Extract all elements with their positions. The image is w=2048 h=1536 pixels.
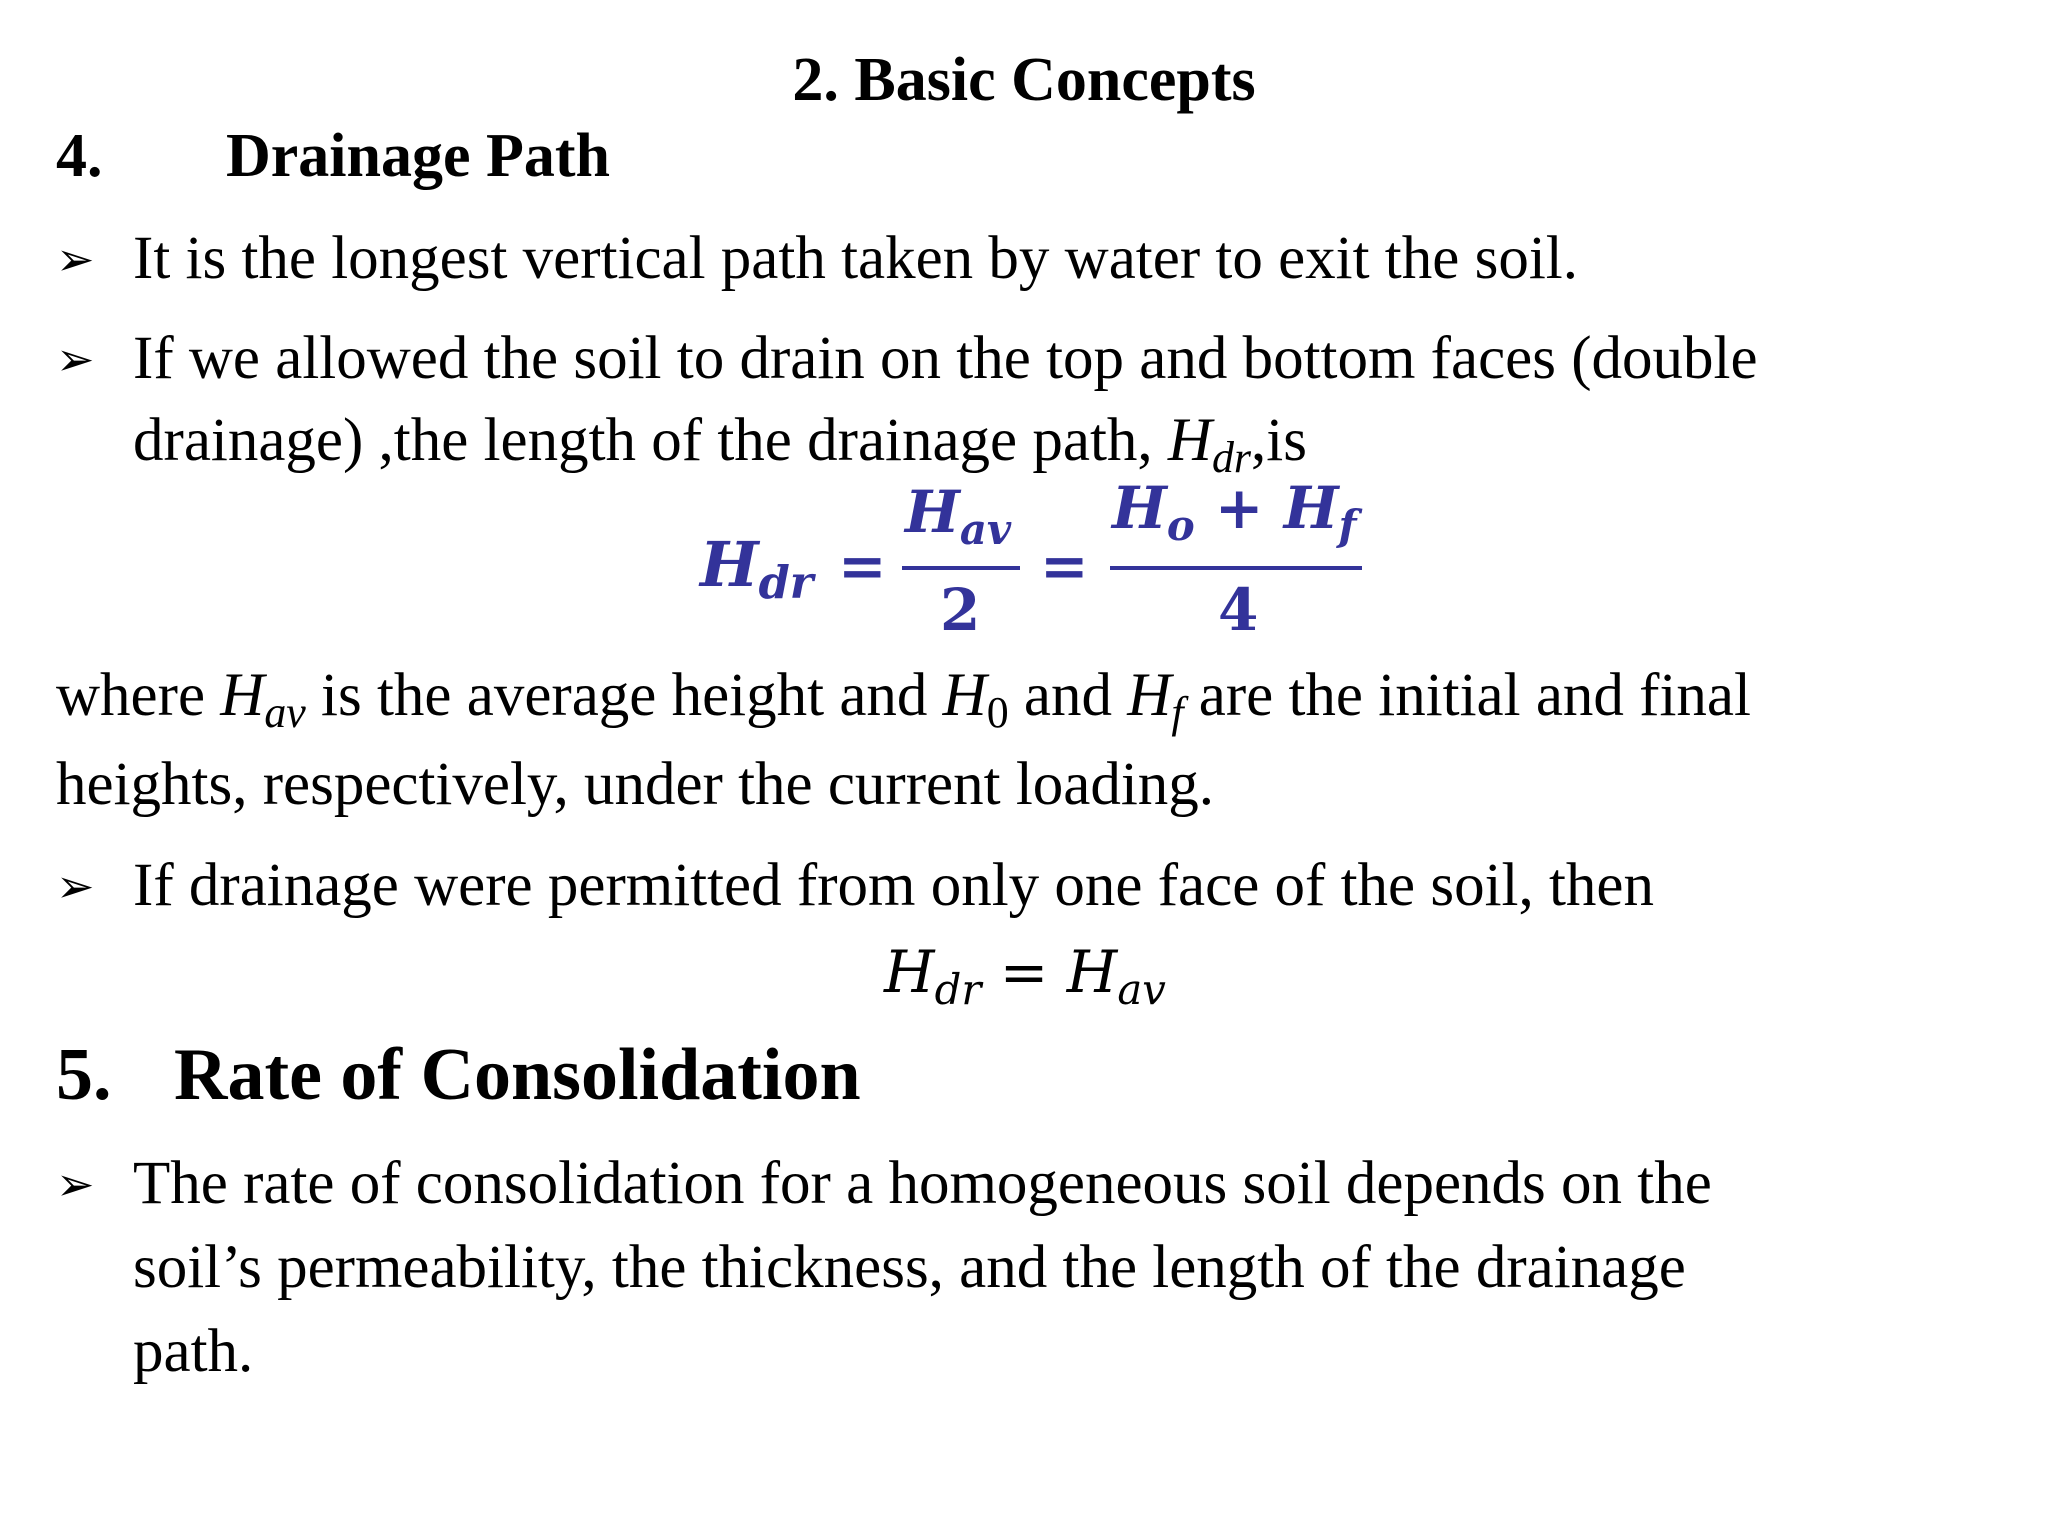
- math-subscript: o: [1166, 500, 1195, 550]
- math-symbol: H: [1112, 474, 1167, 542]
- math-symbol: H: [1283, 474, 1339, 542]
- eq-frac2-denominator: [1218, 576, 1258, 644]
- math-subscript: dr: [758, 556, 814, 610]
- math-operator: =: [838, 532, 887, 600]
- math-subscript: f: [1171, 688, 1184, 738]
- section-4-title: Drainage Path: [226, 122, 611, 190]
- bullet-rate-line-2: soil’s permeability, the thickness, and the length of the drainage: [133, 1234, 1686, 1301]
- eq-frac1-line: [902, 566, 1020, 570]
- math-symbol: H: [905, 478, 960, 546]
- section-5-number: 5.: [56, 1034, 112, 1116]
- math-operator: =: [999, 938, 1049, 1006]
- math-subscript: dr: [1211, 433, 1251, 483]
- text-segment: is the average height and: [305, 662, 943, 729]
- math-symbol: H: [1167, 407, 1212, 474]
- eq-lhs: [700, 528, 814, 610]
- eq-equals-2: [1040, 532, 1089, 600]
- bullet-text: It is the longest vertical path taken by water to exit the soil.: [133, 225, 1578, 292]
- arrow-bullet-icon: ➢: [56, 1157, 95, 1211]
- math-symbol: H: [1127, 662, 1172, 729]
- math-subscript: av: [959, 504, 1012, 554]
- paragraph-where-line-1: [56, 655, 1751, 742]
- equation-single-drainage: [884, 938, 1166, 1014]
- math-subscript: av: [1117, 964, 1166, 1014]
- math-subscript: 0: [986, 688, 1009, 738]
- math-symbol: H: [700, 528, 759, 601]
- arrow-bullet-icon: ➢: [56, 859, 95, 913]
- bullet-rate-line-3: path.: [133, 1318, 254, 1385]
- math-subscript: f: [1338, 500, 1357, 550]
- bullet-text-line-1: If we allowed the soil to drain on the top and bottom faces (double: [133, 325, 1758, 392]
- eq-frac1-denominator: [940, 576, 980, 644]
- eq-frac1-numerator: [905, 478, 1012, 554]
- math-symbol: H: [220, 662, 265, 729]
- eq-frac2-numerator: [1112, 474, 1357, 550]
- section-4-heading: [56, 118, 610, 194]
- bullet-text-line-1: The rate of consolidation for a homogeneous soil depends on the: [133, 1150, 1712, 1217]
- math-symbol: H: [942, 662, 987, 729]
- text-segment: are the initial and final: [1183, 662, 1751, 729]
- arrow-bullet-icon: ➢: [56, 332, 95, 386]
- arrow-bullet-icon: ➢: [56, 232, 95, 286]
- eq-equals-1: [838, 532, 887, 600]
- text-segment: ,is: [1251, 407, 1307, 474]
- section-4-number: 4.: [56, 122, 103, 190]
- bullet-text: If drainage were permitted from only one face of the soil, then: [133, 852, 1655, 919]
- section-5-title: Rate of Consolidation: [174, 1034, 861, 1116]
- math-number: 4: [1218, 576, 1259, 644]
- math-operator: +: [1214, 474, 1264, 542]
- section-5-heading: [56, 1030, 861, 1120]
- paragraph-where-line-2: heights, respectively, under the current loading.: [56, 751, 1215, 818]
- math-subscript: dr: [934, 964, 982, 1014]
- math-number: 2: [940, 576, 981, 644]
- math-symbol: H: [884, 938, 935, 1006]
- text-segment: and: [1008, 662, 1128, 729]
- text-segment: drainage) ,the length of the drainage path,: [133, 407, 1168, 474]
- slide-title: 2. Basic Concepts: [792, 46, 1256, 114]
- math-symbol: H: [1066, 938, 1118, 1006]
- math-operator: =: [1040, 532, 1089, 600]
- math-subscript: av: [264, 688, 306, 738]
- text-segment: where: [56, 662, 221, 729]
- eq-frac2-line: [1110, 566, 1362, 570]
